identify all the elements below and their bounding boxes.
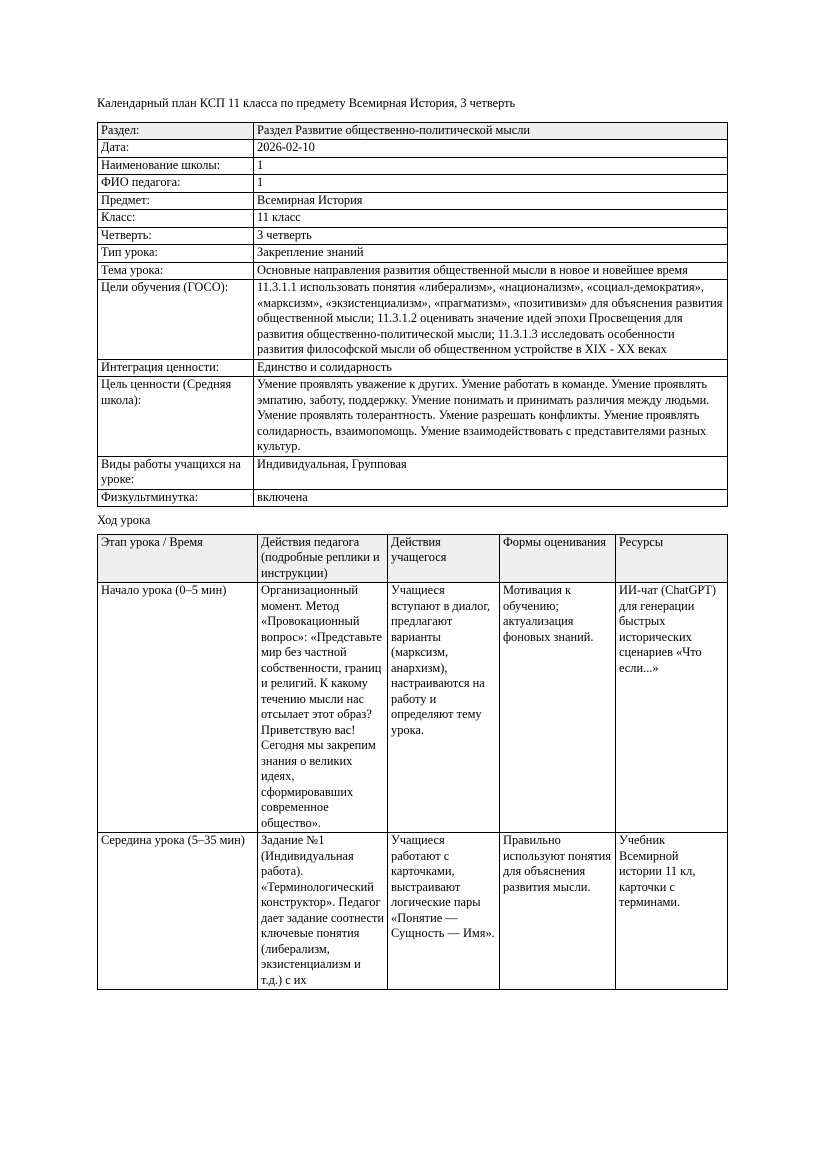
flow-cell-resources: Учебник Всемирной истории 11 кл, карточки с терминами. <box>616 833 728 990</box>
info-value: 1 <box>254 175 728 193</box>
info-row-lesson-type <box>98 245 728 263</box>
section-heading: Ход урока <box>97 513 151 527</box>
lesson-info-table <box>97 122 728 508</box>
flow-cell-assessment: Правильно используют понятия для объяснения развития мысли. <box>500 833 616 990</box>
info-value: 2026-02-10 <box>254 140 728 158</box>
info-label: Класс: <box>98 210 254 228</box>
flow-header-assessment: Формы оценивания <box>500 534 616 583</box>
lesson-flow-table <box>97 534 728 991</box>
info-row-fizkultminutka <box>98 489 728 507</box>
info-value: Раздел Развитие общественно-политической мысли <box>254 122 728 140</box>
info-row-class <box>98 210 728 228</box>
flow-cell-assessment: Мотивация к обучению; актуализация фоновых знаний. <box>500 583 616 833</box>
flow-header-stage: Этап урока / Время <box>98 534 258 583</box>
flow-header-resources: Ресурсы <box>616 534 728 583</box>
flow-cell-stage: Середина урока (5–35 мин) <box>98 833 258 990</box>
flow-cell-teacher: Организационный момент. Метод «Провокационный вопрос»: «Представьте мир без частной собственности, границ и религий. К какому течению мысли нас отсылает этот образ? Приветствую вас! Сегодня мы закрепим знания о великих идеях, сформировавших современное общество». <box>258 583 388 833</box>
info-value: Закрепление знаний <box>254 245 728 263</box>
info-value: Основные направления развития общественной мысли в новое и новейшее время <box>254 262 728 280</box>
info-label: Физкультминутка: <box>98 489 254 507</box>
flow-cell-resources: ИИ-чат (ChatGPT) для генерации быстрых исторических сценариев «Что если...» <box>616 583 728 833</box>
flow-cell-student: Учащиеся вступают в диалог, предлагают варианты (марксизм, анархизм), настраиваются на работу и определяют тему урока. <box>388 583 500 833</box>
info-row-work-types <box>98 456 728 489</box>
info-label: Наименование школы: <box>98 157 254 175</box>
flow-header-teacher-actions: Действия педагога (подробные реплики и инструкции) <box>258 534 388 583</box>
info-label: Четверть: <box>98 227 254 245</box>
flow-row-lesson-middle <box>98 833 728 990</box>
info-value: Единство и солидарность <box>254 359 728 377</box>
info-row-goals <box>98 280 728 360</box>
info-value: Индивидуальная, Групповая <box>254 456 728 489</box>
flow-cell-student: Учащиеся работают с карточками, выстраивают логические пары «Понятие — Сущность — Имя». <box>388 833 500 990</box>
info-row-teacher <box>98 175 728 193</box>
info-value: 11 класс <box>254 210 728 228</box>
info-label: Тема урока: <box>98 262 254 280</box>
flow-header-row <box>98 534 728 583</box>
info-value: 1 <box>254 157 728 175</box>
info-label: Тип урока: <box>98 245 254 263</box>
info-row-values-integration <box>98 359 728 377</box>
info-value: 11.3.1.1 использовать понятия «либерализм», «национализм», «социал-демократия», «марксизм», «экзистенциализм», «прагматизм», «позитивизм» для объяснения развития общественной мысли; 11.3.1.2 оценивать значение идей эпохи Просвещения для развития общественно-политической мысли; 11.3.1.3 исследовать особенности развития философской мысли об общественном устройстве в XIX - XX веках <box>254 280 728 360</box>
info-label: Цель ценности (Средняя школа): <box>98 377 254 457</box>
info-value: Всемирная История <box>254 192 728 210</box>
info-label: Дата: <box>98 140 254 158</box>
info-value: Умение проявлять уважение к других. Умение работать в команде. Умение проявлять эмпатию, заботу, поддержку. Умение понимать и принимать различия между людьми. Умение проявлять толерантность. Умение разрешать конфликты. Умение проявлять солидарность, взаимопомощь. Умение взаимодействовать с представителями разных культур. <box>254 377 728 457</box>
info-label: Раздел: <box>98 122 254 140</box>
info-label: Цели обучения (ГОСО): <box>98 280 254 360</box>
flow-cell-stage: Начало урока (0–5 мин) <box>98 583 258 833</box>
info-label: ФИО педагога: <box>98 175 254 193</box>
info-value: 3 четверть <box>254 227 728 245</box>
info-row-subject <box>98 192 728 210</box>
document-title: Календарный план КСП 11 класса по предмету Всемирная История, 3 четверть <box>97 96 516 110</box>
flow-cell-teacher: Задание №1 (Индивидуальная работа). «Терминологический конструктор». Педагог дает задание соотнести ключевые понятия (либерализм, экзистенциализм и т.д.) с их <box>258 833 388 990</box>
info-label: Виды работы учащихся на уроке: <box>98 456 254 489</box>
info-row-topic <box>98 262 728 280</box>
info-row-values-goal <box>98 377 728 457</box>
info-label: Предмет: <box>98 192 254 210</box>
info-row-quarter <box>98 227 728 245</box>
info-row-school <box>98 157 728 175</box>
flow-row-lesson-start <box>98 583 728 833</box>
info-row-razdel <box>98 122 728 140</box>
info-value: включена <box>254 489 728 507</box>
flow-header-student-actions: Действия учащегося <box>388 534 500 583</box>
info-row-data <box>98 140 728 158</box>
info-label: Интеграция ценности: <box>98 359 254 377</box>
